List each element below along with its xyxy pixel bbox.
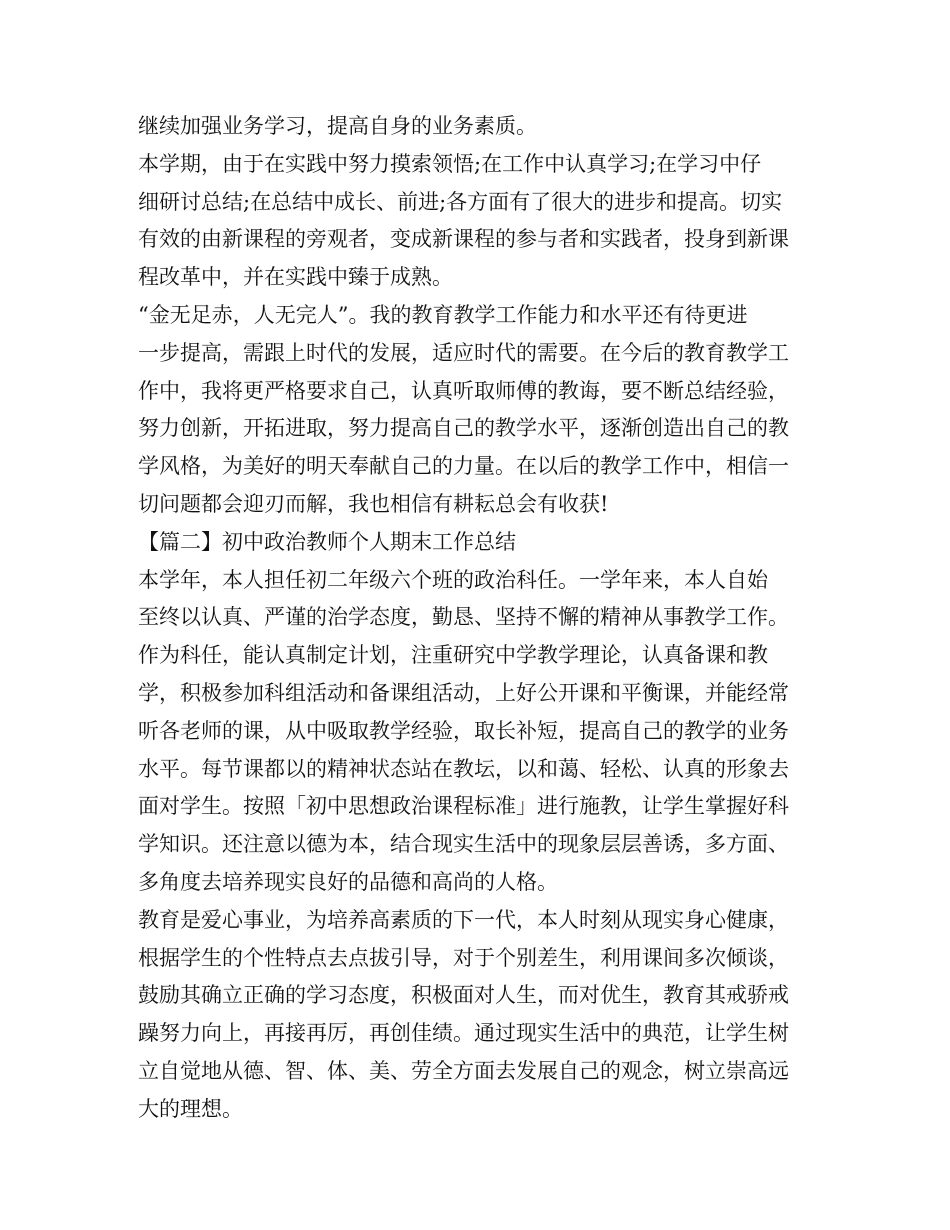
text-line: 根据学生的个性特点去点拔引导，对于个别差生，利用课间多次倾谈， xyxy=(138,945,789,970)
text-line: 切问题都会迎刃而解，我也相信有耕耘总会有收获! xyxy=(138,491,609,516)
text-line: 鼓励其确立正确的学习态度，积极面对人生，而对优生，教育其戒骄戒 xyxy=(138,983,789,1008)
text-line: 有效的由新课程的旁观者，变成新课程的参与者和实践者，投身到新课 xyxy=(138,227,789,252)
text-line: 大的理想。 xyxy=(138,1096,243,1121)
text-line: 继续加强业务学习，提高自身的业务素质。 xyxy=(138,114,537,138)
text-line: 一步提高，需跟上时代的发展，适应时代的需要。在今后的教育教学工 xyxy=(138,340,789,365)
paragraph-start-line: 作为科任，能认真制定计划，注重研究中学教学理论，认真备课和教 xyxy=(138,643,768,668)
text-line: 作中，我将更严格要求自己，认真听取师傅的教诲，要不断总结经验， xyxy=(138,378,789,403)
text-line: 面对学生。按照「初中思想政治课程标准」进行施教，让学生掌握好科 xyxy=(138,794,789,819)
text-line: 学，积极参加科组活动和备课组活动，上好公开课和平衡课，并能经常 xyxy=(138,680,789,705)
document-body xyxy=(138,108,818,1129)
paragraph-start-line: “金无足赤，人无完人”。我的教育教学工作能力和水平还有待更进 xyxy=(138,302,748,327)
paragraph-start-line: 本学年，本人担任初二年级六个班的政治科任。一学年来，本人自始 xyxy=(138,567,768,592)
text-line: 学风格，为美好的明天奉献自己的力量。在以后的教学工作中，相信一 xyxy=(138,454,789,479)
text-line: 立自觉地从德、智、体、美、劳全方面去发展自己的观念，树立崇高远 xyxy=(138,1058,789,1083)
text-line: 细研讨总结;在总结中成长、前进;各方面有了很大的进步和提高。切实 xyxy=(138,189,783,214)
text-line: 努力创新，开拓进取，努力提高自己的教学水平，逐渐创造出自己的教 xyxy=(138,416,789,441)
text-line: 水平。每节课都以的精神状态站在教坛，以和蔼、轻松、认真的形象去 xyxy=(138,756,789,781)
text-line: 多角度去培养现实良好的品德和高尚的人格。 xyxy=(138,869,558,894)
text-line: 至终以认真、严谨的治学态度，勤恳、坚持不懈的精神从事教学工作。 xyxy=(138,605,789,630)
text-line: 躁努力向上，再接再厉，再创佳绩。通过现实生活中的典范，让学生树 xyxy=(138,1021,789,1046)
text-line: 学知识。还注意以德为本，结合现实生活中的现象层层善诱，多方面、 xyxy=(138,832,789,857)
section-heading: 【篇二】初中政治教师个人期末工作总结 xyxy=(138,529,516,554)
paragraph-start-line: 本学期，由于在实践中努力摸索领悟;在工作中认真学习;在学习中仔 xyxy=(138,151,762,176)
text-line: 听各老师的课，从中吸取教学经验，取长补短，提高自己的教学的业务 xyxy=(138,718,789,743)
paragraph-start-line: 教育是爱心事业，为培养高素质的下一代，本人时刻从现实身心健康， xyxy=(138,907,789,932)
text-line: 程改革中，并在实践中臻于成熟。 xyxy=(138,265,453,290)
